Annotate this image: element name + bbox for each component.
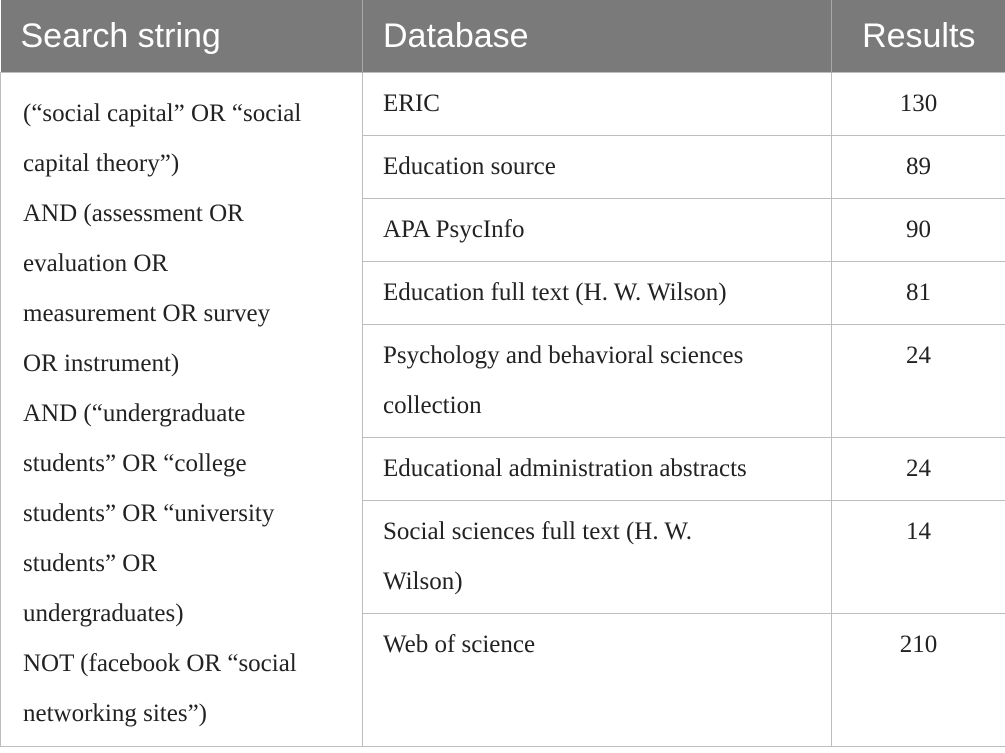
database-cell <box>363 136 832 199</box>
search-string-line: networking sites”) <box>23 700 207 727</box>
search-string-line: OR instrument) <box>23 350 180 377</box>
search-string-line: students” OR <box>23 550 158 577</box>
database-name: Educational administration abstracts <box>383 455 747 482</box>
database-cell <box>363 262 832 325</box>
results-cell: 210 <box>832 614 1005 747</box>
database-name: Social sciences full text (H. W. <box>383 518 692 545</box>
database-cell <box>363 501 832 614</box>
database-cell <box>363 614 832 747</box>
database-cell <box>363 73 832 136</box>
header-database: Database <box>363 0 832 73</box>
database-name: Psychology and behavioral sciences <box>383 342 744 369</box>
database-name: Wilson) <box>383 568 463 595</box>
database-cell <box>363 325 832 438</box>
database-name: Web of science <box>383 631 536 658</box>
table-row <box>1 73 1005 136</box>
results-cell: 90 <box>832 199 1005 262</box>
header-results: Results <box>832 0 1005 73</box>
search-string-line: AND (“undergraduate <box>23 400 246 427</box>
search-string-line: AND (assessment OR <box>23 200 244 227</box>
search-string-line: (“social capital” OR “social <box>23 100 302 127</box>
database-name: Education full text (H. W. Wilson) <box>383 279 727 306</box>
results-cell: 14 <box>832 501 1005 614</box>
search-string-line: capital theory”) <box>23 150 180 177</box>
search-string-cell <box>1 73 363 747</box>
search-string-line: students” OR “college <box>23 450 247 477</box>
database-name: APA PsycInfo <box>383 216 525 243</box>
database-name: ERIC <box>383 90 440 117</box>
search-string-line: undergraduates) <box>23 600 184 627</box>
results-cell: 24 <box>832 325 1005 438</box>
search-string-line: evaluation OR <box>23 250 169 277</box>
database-cell <box>363 438 832 501</box>
database-name: collection <box>383 392 482 419</box>
search-string-line: NOT (facebook OR “social <box>23 650 297 677</box>
database-name: Education source <box>383 153 556 180</box>
search-string-line: students” OR “university <box>23 500 275 527</box>
header-row <box>1 0 1005 73</box>
header-search-string: Search string <box>1 0 363 73</box>
results-cell: 130 <box>832 73 1005 136</box>
results-cell: 24 <box>832 438 1005 501</box>
results-cell: 81 <box>832 262 1005 325</box>
search-string-line: measurement OR survey <box>23 300 271 327</box>
database-cell <box>363 199 832 262</box>
results-cell: 89 <box>832 136 1005 199</box>
